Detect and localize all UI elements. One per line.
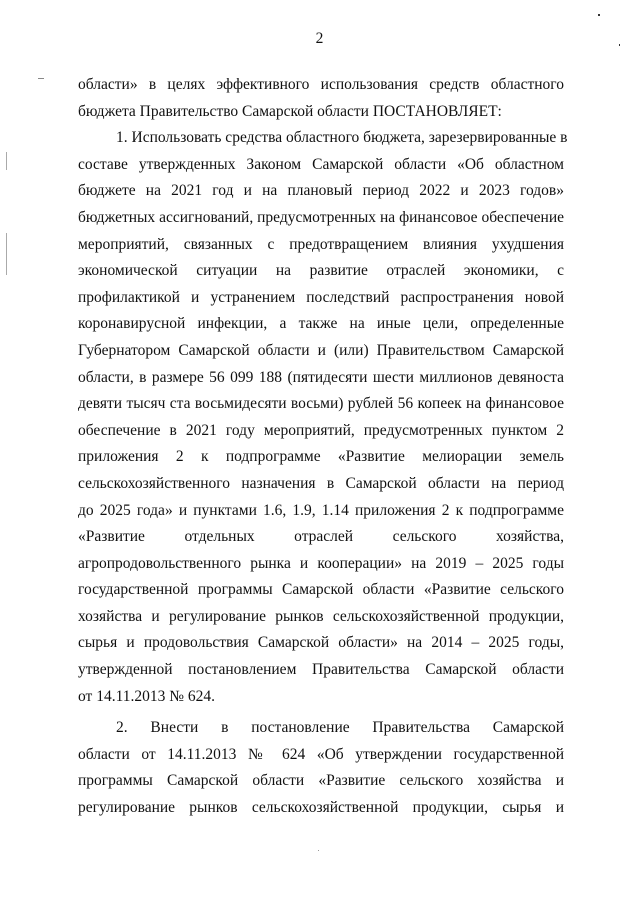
- text-line: профилактикой и устранением последствий распространения новой: [78, 288, 564, 306]
- text-line: бюджетных ассигнований, предусмотренных на финансовое обеспечение: [78, 208, 564, 226]
- text-line: государственной программы Самарской области «Развитие сельского: [78, 581, 564, 599]
- document-body: [78, 72, 568, 822]
- text-line: регулирование рынков сельскохозяйственной продукции, сырья и: [78, 799, 564, 817]
- text-line: области от 14.11.2013 № 624 «Об утверждении государственной: [78, 745, 564, 763]
- text-line: мероприятий, связанных с предотвращением влияния ухудшения: [78, 235, 564, 253]
- scan-artifact: [38, 78, 44, 79]
- text-line: экономической ситуации на развитие отраслей экономики, с: [78, 262, 564, 280]
- text-line: агропродовольственного рынка и кооперации» на 2019 – 2025 годы: [78, 554, 564, 572]
- text-line: сельскохозяйственного назначения в Самарской области на период: [78, 474, 564, 492]
- scan-artifact: [6, 152, 7, 170]
- text-line: до 2025 года» и пунктами 1.6, 1.9, 1.14 приложения 2 к подпрограмме: [78, 501, 564, 519]
- text-line: программы Самарской области «Развитие сельского хозяйства и: [78, 772, 564, 790]
- scan-artifact: [598, 14, 600, 16]
- text-line: области» в целях эффективного использования средств областного: [78, 76, 564, 93]
- text-line: обеспечение в 2021 году мероприятий, предусмотренных пунктом 2: [78, 421, 564, 439]
- text-line: девяти тысяч ста восьмидесяти восьми) рублей 56 копеек на финансовое: [78, 395, 564, 413]
- text-line: 2. Внести в постановление Правительства Самарской: [116, 719, 564, 737]
- text-line: Губернатором Самарской области и (или) Правительством Самарской: [78, 341, 564, 359]
- text-line: утвержденной постановлением Правительства Самарской области: [78, 661, 564, 679]
- page-number: 2: [315, 30, 324, 47]
- text-line: 1. Использовать средства областного бюджета, зарезервированные в: [116, 129, 568, 147]
- text-line: от 14.11.2013 № 624.: [78, 687, 216, 705]
- text-line: бюджете на 2021 год и на плановый период 2022 и 2023 годов»: [78, 182, 564, 200]
- text-line: хозяйства и регулирование рынков сельскохозяйственной продукции,: [78, 607, 564, 625]
- text-line: бюджета Правительство Самарской области ПОСТАНОВЛЯЕТ:: [78, 102, 502, 120]
- text-line: приложения 2 к подпрограмме «Развитие мелиорации земель: [78, 448, 564, 466]
- scan-artifact: [318, 850, 319, 851]
- scan-artifact: [6, 233, 7, 275]
- text-line: коронавирусной инфекции, а также на иные цели, определенные: [78, 315, 564, 333]
- text-line: «Развитие отдельных отраслей сельского хозяйства,: [78, 528, 564, 546]
- text-line: области, в размере 56 099 188 (пятидесяти шести миллионов девяноста: [78, 368, 564, 386]
- text-line: сырья и продовольствия Самарской области» на 2014 – 2025 годы,: [78, 634, 564, 652]
- text-line: составе утвержденных Законом Самарской области «Об областном: [78, 155, 564, 173]
